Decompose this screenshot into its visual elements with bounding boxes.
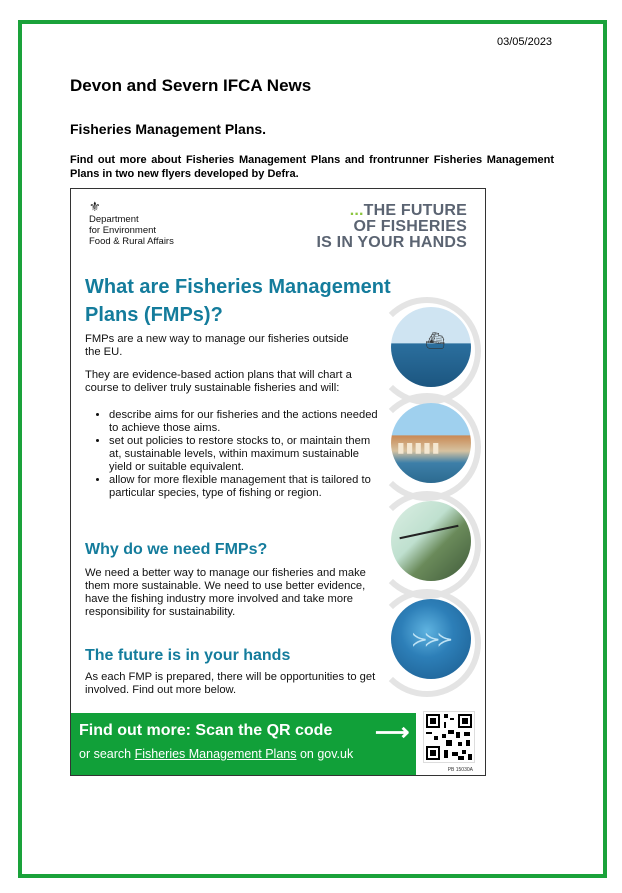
fishing-rod-icon <box>399 525 458 539</box>
flyer-paragraph: FMPs are a new way to manage our fisheries outside the EU. <box>85 333 349 358</box>
dept-line: for Environment <box>89 225 157 236</box>
aims-list <box>97 409 385 500</box>
cta-suffix: on gov.uk <box>296 747 354 761</box>
list-item: • set out policies to restore stocks to, or maintain them at, sustainable levels, within maximum sustainable yield or suitable equivalent. <box>109 435 385 474</box>
flyer-paragraph: As each FMP is prepared, there will be opportunities to get involved. Find out more below. <box>85 671 376 696</box>
fmp-flyer <box>70 188 486 776</box>
tagline-line: IS IN YOUR HANDS <box>316 234 467 251</box>
harbour-town-photo <box>391 403 471 483</box>
tagline-line: THE FUTURE <box>363 202 467 219</box>
royal-crest-icon: ⚜ <box>89 199 101 214</box>
tagline-line: OF FISHERIES <box>353 218 467 235</box>
campaign-tagline <box>317 203 467 251</box>
fishing-boat-photo <box>391 307 471 387</box>
section-heading: Fisheries Management Plans. <box>70 121 267 137</box>
document-date: 03/05/2023 <box>497 36 553 48</box>
fish-icon: ≻≻≻ <box>411 629 450 651</box>
flyer-paragraph: They are evidence-based action plans that will chart a course to deliver truly sustainable fisheries and will: <box>85 369 352 394</box>
intro-paragraph: Find out more about Fisheries Management Plans and frontrunner Fisheries Management Plans in two new flyers developed by Defra. <box>70 154 554 180</box>
list-item: • describe aims for our fisheries and the actions needed to achieve those aims. <box>109 409 385 435</box>
tagline-dots: ... <box>349 202 364 219</box>
arrow-right-icon: ⟶ <box>375 719 410 746</box>
future-heading: The future is in your hands <box>85 647 291 664</box>
flyer-paragraph: We need a better way to manage our fisheries and make them more sustainable. We need to use better evidence, have the fishing industry more involved and take more responsibility for sustainability. <box>85 567 366 618</box>
cta-banner <box>71 713 416 775</box>
angler-photo <box>391 501 471 581</box>
fish-shoal-photo <box>391 599 471 679</box>
dept-line: Department <box>89 214 139 225</box>
cta-heading: Find out more: Scan the QR code <box>79 722 333 739</box>
why-heading: Why do we need FMPs? <box>85 541 268 558</box>
dept-line: Food & Rural Affairs <box>89 236 174 247</box>
fmp-link[interactable]: Fisheries Management Plans <box>134 747 297 761</box>
list-item: • allow for more flexible management that is tailored to particular species, type of fishing or region. <box>109 474 385 500</box>
defra-logo <box>89 201 209 247</box>
reference-code: PB 15030A <box>447 767 473 773</box>
page-title: Devon and Severn IFCA News <box>70 76 312 95</box>
boat-icon: ⛴ <box>425 333 446 350</box>
qr-code-icon[interactable] <box>423 711 475 763</box>
flyer-main-heading: What are Fisheries Management Plans (FMPs)? <box>85 276 391 326</box>
cta-prefix: or search <box>79 747 135 761</box>
houses-icon: ▮▮▮▮▮ <box>397 439 441 455</box>
cta-subtext <box>79 747 353 761</box>
